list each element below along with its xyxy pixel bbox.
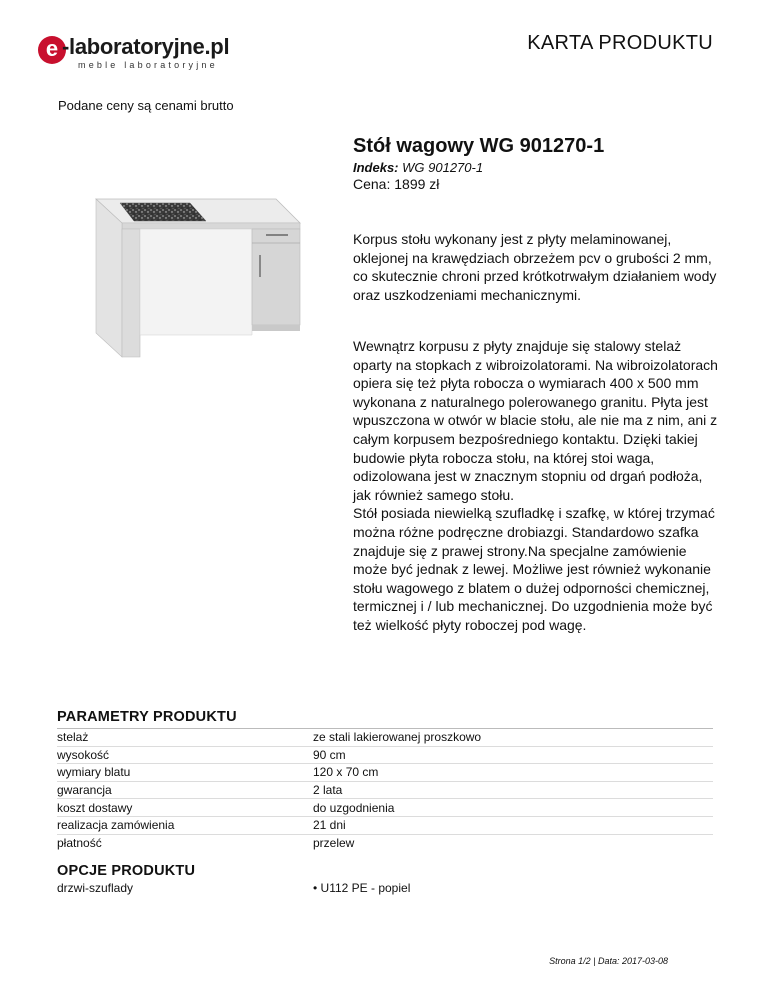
description-paragraph-2 — [353, 337, 718, 635]
param-value: ze stali lakierowanej proszkowo — [313, 729, 713, 747]
index-value: WG 901270-1 — [402, 160, 484, 175]
param-key: gwarancja — [57, 781, 313, 799]
description-text-1: Korpus stołu wykonany jest z płyty melaminowanej, oklejonej na krawędziach obrzeżem pcv o grubości 2 mm, co skutecznie chroni przed krótkotrwałym działaniem wody oraz uszkodzeniami mechanicznymi. — [353, 231, 717, 303]
param-value: 21 dni — [313, 816, 713, 834]
description-text-3: Stół posiada niewielką szufladkę i szafkę, w której trzymać można różne podręczne drobiazgi. Standardowo szafka znajduje się z prawej strony.Na specjalne zamówienie może być jednak z lewej. Możliwe jest również wykonanie stołu wagowego z blatem o dużej odporności chemicznej, termicznej i / lub mechanicznej. Do uzgodnienia może być też wielkość płyty roboczej pod wagę. — [353, 505, 715, 633]
table-row — [57, 799, 713, 817]
document-title: KARTA PRODUKTU — [527, 32, 713, 54]
table-row — [57, 816, 713, 834]
product-image — [60, 185, 320, 375]
param-key: wysokość — [57, 746, 313, 764]
product-title: Stół wagowy WG 901270-1 — [353, 135, 605, 157]
table-row — [57, 781, 713, 799]
param-value: do uzgodnienia — [313, 799, 713, 817]
logo-text: -laboratoryjne.pl — [62, 34, 230, 59]
option-value: • U112 PE - popiel — [313, 881, 411, 895]
param-value: przelew — [313, 834, 713, 851]
table-row — [57, 834, 713, 851]
description-text-2: Wewnątrz korpusu z płyty znajduje się stalowy stelaż oparty na stopkach z wibroizolatorami. Na wibroizolatorach opiera się też płyta robocza o wymiarach 400 x 500 mm wykonana z naturalnego polerowanego granitu. Płyta jest wpuszczona w otwór w blacie stołu, ale nie ma z nim, ani z całym korpusem bezpośredniego kontaktu. Dzięki takiej budowie płyta robocza stołu, na której stoi waga, odizolowana jest w znacznym stopniu od drgań podłoża, jak również samego stołu. — [353, 338, 718, 503]
param-key: koszt dostawy — [57, 799, 313, 817]
product-index — [353, 160, 483, 175]
site-logo[interactable] — [38, 32, 238, 72]
param-value: 90 cm — [313, 746, 713, 764]
table-row — [57, 764, 713, 782]
options-heading: OPCJE PRODUKTU — [57, 863, 196, 879]
param-key: stelaż — [57, 729, 313, 747]
param-value: 120 x 70 cm — [313, 764, 713, 782]
param-key: realizacja zamówienia — [57, 816, 313, 834]
page-footer: Strona 1/2 | Data: 2017-03-08 — [549, 956, 668, 966]
prices-note: Podane ceny są cenami brutto — [58, 98, 234, 113]
parameters-table — [57, 728, 713, 851]
description-paragraph-1 — [353, 230, 718, 304]
option-key: drzwi-szuflady — [57, 881, 134, 895]
param-value: 2 lata — [313, 781, 713, 799]
param-key: płatność — [57, 834, 313, 851]
param-key: wymiary blatu — [57, 764, 313, 782]
index-label: Indeks: — [353, 160, 399, 175]
parameters-heading: PARAMETRY PRODUKTU — [57, 709, 237, 725]
table-row — [57, 746, 713, 764]
table-row — [57, 729, 713, 747]
logo-tagline: meble laboratoryjne — [78, 60, 218, 70]
logo-badge: e — [38, 36, 66, 64]
product-price: Cena: 1899 zł — [353, 176, 440, 192]
